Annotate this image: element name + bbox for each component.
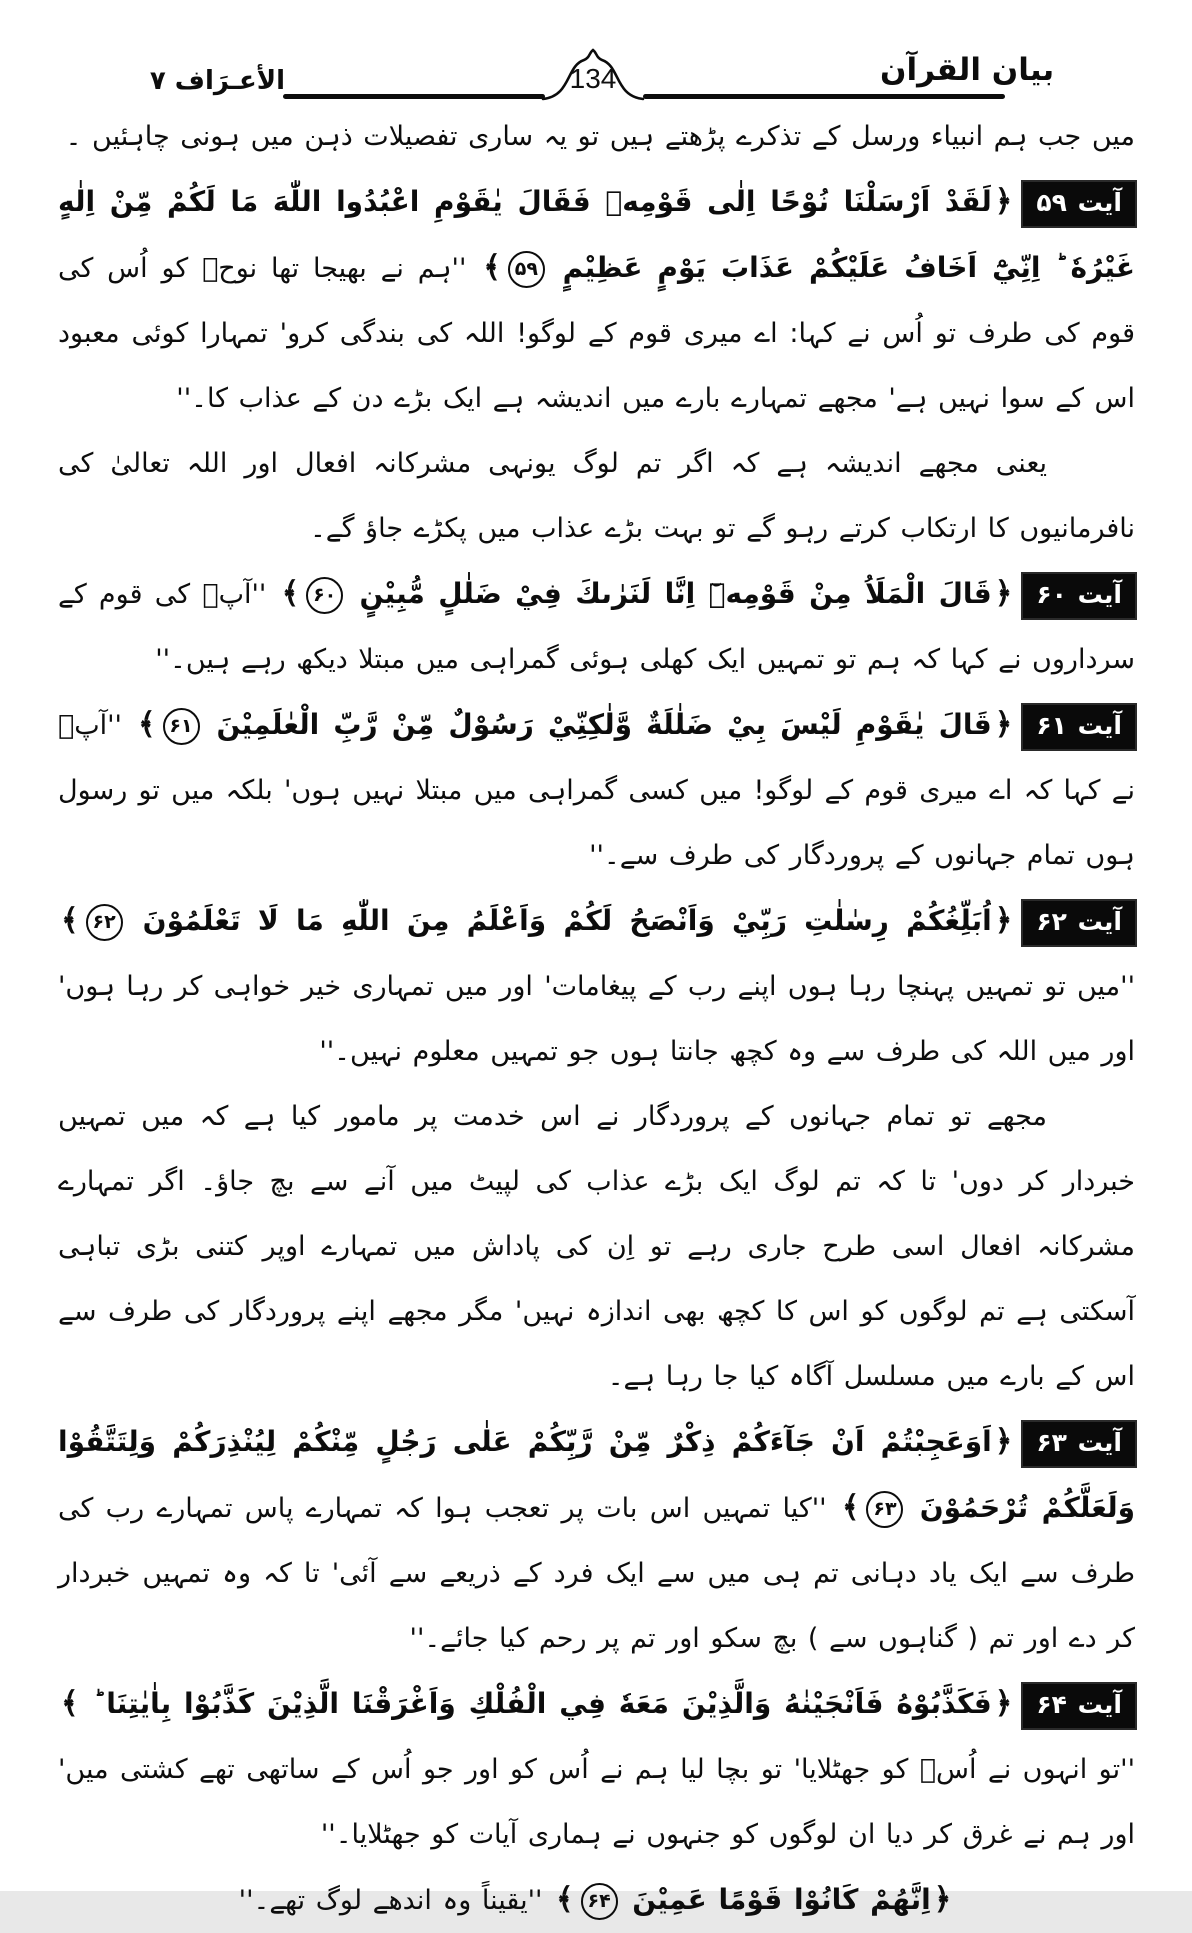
ayat-62-translation: ''میں تو تمہیں پہنچا رہا ہوں اپنے رب کے پیغامات' اور میں تمہاری خیر خواہی کر رہا ہوں' اور میں اللہ کی طرف سے وہ کچھ جانتا ہوں جو تمہیں معلوم نہیں۔'' (58, 971, 1135, 1067)
ayat-61-translation: ''آپؑ نے کہا کہ اے میری قوم کے لوگو! میں کسی گمراہی میں مبتلا نہیں ہوں' بلکہ میں تو رسول ہوں تمام جہانوں کے پروردگار کی طرف سے۔'' (58, 710, 1135, 871)
page-number: 134 (569, 63, 617, 94)
ayat-64-end-number: ۶۴ (581, 1883, 618, 1920)
ornate-bracket-close-icon: ﴾ (841, 1490, 860, 1525)
ayat-59-paragraph (58, 169, 1135, 431)
ornate-bracket-open-icon: ﴿ (994, 1686, 1013, 1721)
ayat-63-arabic-text: اَوَعَجِبْتُمْ اَنْ جَآءَكُمْ ذِكْرٌ مِّنْ رَّبِّكُمْ عَلٰى رَجُلٍ مِّنْكُمْ لِيُنْذِرَكُمْ وَلِتَتَّقُوْا وَلَعَلَّكُمْ تُرْحَمُوْنَ (58, 1425, 1135, 1524)
ayat-59-label: آیت ۵۹ (1023, 182, 1135, 226)
header-rule-left (283, 94, 545, 99)
ornate-bracket-open-icon: ﴿ (994, 184, 1013, 219)
ayat-64-arabic-text: فَكَذَّبُوْهُ فَاَنْجَيْنٰهُ وَالَّذِيْنَ مَعَهٗ فِي الْفُلْكِ وَاَغْرَقْنَا الَّذِيْنَ كَذَّبُوْا بِاٰيٰتِنَا ؕ (93, 1687, 992, 1720)
ayat-59-number: ۵۹ (508, 251, 545, 288)
ayat-64-label: آیت ۶۴ (1023, 1684, 1135, 1728)
commentary-paragraph: مجھے تو تمام جہانوں کے پروردگار نے اس خدمت پر مامور کیا ہے کہ میں تمہیں خبردار کر دوں' تا کہ تم لوگ ایک بڑے عذاب کی لپیٹ میں آنے سے بچ جاؤ۔ اگر تمہارے مشرکانہ افعال اسی طرح جاری رہے تو اِن کی پاداش میں تمہارے اوپر کتنی بڑی تباہی آسکتی ہے تم لوگوں کو اس کا کچھ بھی اندازہ نہیں' مگر مجھے اپنے پروردگار کی طرف سے اس کے بارے میں مسلسل آگاہ کیا جا رہا ہے۔ (58, 1101, 1135, 1392)
ayat-61-arabic-text: قَالَ يٰقَوْمِ لَيْسَ بِيْ ضَلٰلَةٌ وَّلٰكِنِّيْ رَسُوْلٌ مِّنْ رَّبِّ الْعٰلَمِيْنَ (216, 708, 992, 741)
ornate-bracket-close-icon: ﴾ (281, 576, 300, 611)
ornate-bracket-close-icon: ﴾ (137, 707, 156, 742)
ayat-63-paragraph (58, 1409, 1135, 1671)
ayat-64-end-arabic-text: اِنَّهُمْ كَانُوْا قَوْمًا عَمِيْنَ (632, 1883, 931, 1916)
ayat-63-label: آیت ۶۳ (1023, 1422, 1135, 1466)
ayat-61-paragraph (58, 692, 1135, 888)
ayat-59-translation: ''ہم نے بھیجا تھا نوحؑ کو اُس کی قوم کی طرف تو اُس نے کہا: اے میری قوم کے لوگو! اللہ کی بندگی کرو' تمہارا کوئی معبود اس کے سوا نہیں ہے' مجھے تمہارے بارے میں اندیشہ ہے ایک بڑے دن کے عذاب کا۔'' (58, 253, 1135, 414)
book-title: بيان القرآن (880, 52, 1055, 88)
ayat-62-number: ۶۲ (86, 904, 123, 941)
ornate-bracket-open-icon: ﴿ (994, 1424, 1013, 1459)
ayat-64-end-paragraph (58, 1867, 1135, 1933)
ayat-63-number: ۶۳ (866, 1491, 903, 1528)
ayat-60-label: آیت ۶۰ (1023, 574, 1135, 618)
ayat-59-arabic-text: لَقَدْ اَرْسَلْنَا نُوْحًا اِلٰى قَوْمِهٖ فَقَالَ يٰقَوْمِ اعْبُدُوا اللّٰهَ مَا لَكُمْ مِّنْ اِلٰهٍ غَيْرُهٗ ؕ اِنِّيْٓ اَخَافُ عَلَيْكُمْ عَذَابَ يَوْمٍ عَظِيْمٍ (58, 185, 1135, 284)
ayat-60-number: ۶۰ (306, 577, 343, 614)
commentary-paragraph: یعنی مجھے اندیشہ ہے کہ اگر تم لوگ یونہی مشرکانہ افعال اور اللہ تعالیٰ کی نافرمانیوں کا ارتکاب کرتے رہو گے تو بہت بڑے عذاب میں پکڑے جاؤ گے۔ (58, 448, 1135, 544)
ayat-64-translation: ''تو انہوں نے اُسؑ کو جھٹلایا' تو بچا لیا ہم نے اُس کو اور جو اُس کے ساتھی تھے کشتی میں' اور ہم نے غرق کر دیا ان لوگوں کو جنہوں نے ہماری آیات کو جھٹلایا۔'' (58, 1754, 1135, 1850)
ornate-bracket-open-icon: ﴿ (994, 707, 1013, 742)
ornate-bracket-close-icon: ﴾ (61, 903, 79, 938)
surah-label: الأعـرَاف ۷ (149, 66, 285, 96)
ornate-bracket-open-icon: ﴿ (994, 903, 1013, 938)
ayat-60-arabic-text: قَالَ الْمَلَاُ مِنْ قَوْمِهٖٓ اِنَّا لَنَرٰىكَ فِيْ ضَلٰلٍ مُّبِيْنٍ (359, 577, 992, 610)
ayat-60-translation: ''آپؐ کی قوم کے سرداروں نے کہا کہ ہم تو تمہیں ایک کھلی ہوئی گمراہی میں مبتلا دیکھ رہے ہیں۔'' (58, 579, 1135, 675)
ayat-62-arabic-text: اُبَلِّغُكُمْ رِسٰلٰتِ رَبِّيْ وَاَنْصَحُ لَكُمْ وَاَعْلَمُ مِنَ اللّٰهِ مَا لَا تَعْلَمُوْنَ (142, 904, 992, 937)
ayat-63-translation: ''کیا تمہیں اس بات پر تعجب ہوا کہ تمہارے پاس تمہارے رب کی طرف سے ایک یاد دہانی تم ہی میں سے ایک فرد کے ذریعے سے آئی' تا کہ وہ تمہیں خبردار کر دے اور تم ( گناہوں سے ) بچ سکو اور تم پر رحم کیا جائے۔'' (58, 1493, 1135, 1654)
ornate-bracket-open-icon: ﴿ (933, 1882, 952, 1917)
ayat-62-paragraph (58, 888, 1135, 1084)
ayat-64-paragraph (58, 1671, 1135, 1867)
ayat-62-label: آیت ۶۲ (1023, 901, 1135, 945)
ayat-61-number: ۶۱ (163, 708, 200, 745)
header-rule-right (643, 94, 1005, 99)
commentary-paragraph: میں جب ہم انبیاء ورسل کے تذکرے پڑھتے ہیں تو یہ ساری تفصیلات ذہن میں ہونی چاہئیں ۔ (65, 121, 1135, 152)
ornate-bracket-close-icon: ﴾ (61, 1686, 79, 1721)
ayat-60-paragraph (58, 561, 1135, 692)
body-blocks (58, 104, 1135, 1933)
ayat-64-end-translation: ''یقیناً وہ اندھے لوگ تھے۔'' (238, 1885, 543, 1916)
ornate-bracket-close-icon: ﴾ (483, 250, 501, 285)
ornate-bracket-close-icon: ﴾ (556, 1882, 574, 1917)
ornate-bracket-open-icon: ﴿ (994, 576, 1013, 611)
ayat-61-label: آیت ۶۱ (1023, 705, 1135, 749)
